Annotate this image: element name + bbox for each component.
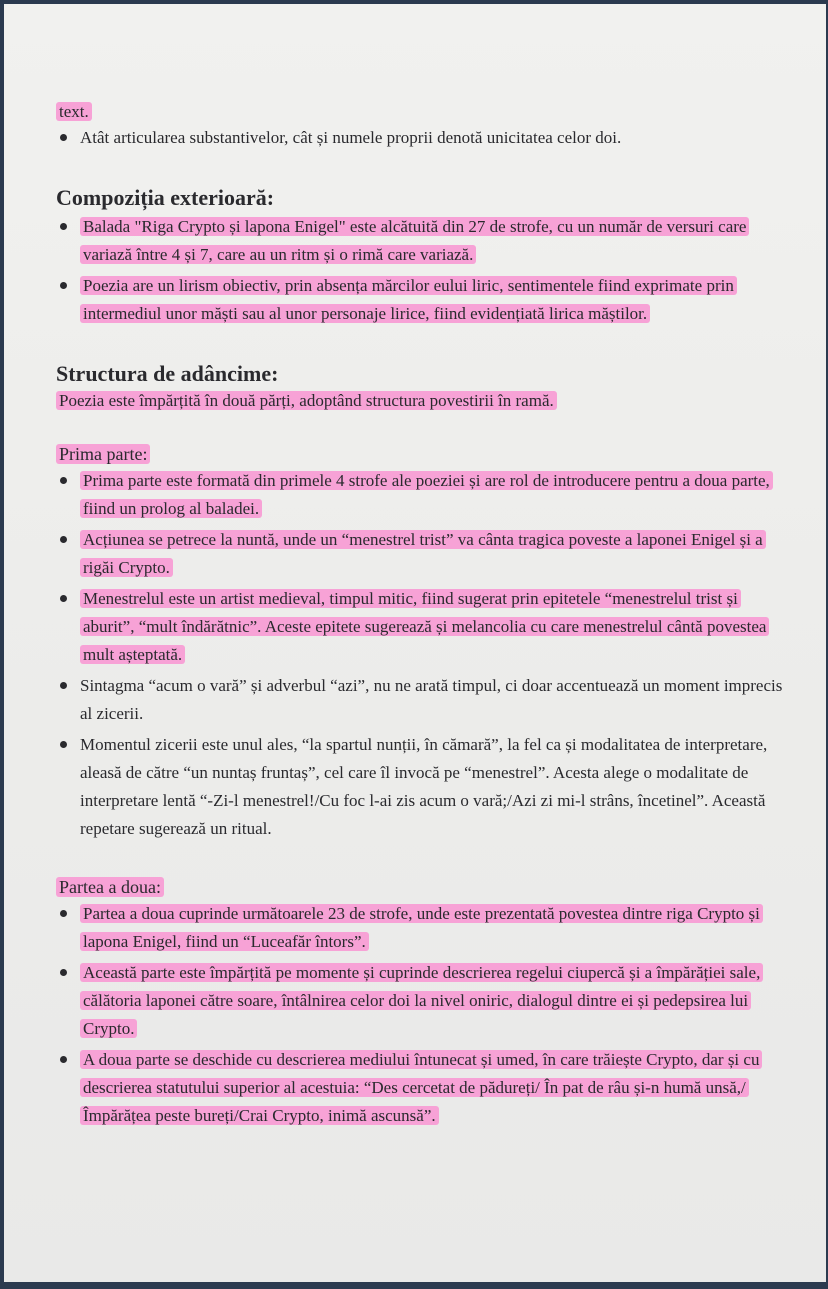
list-item: Partea a doua cuprinde următoarele 23 de strofe, unde este prezentată povestea dintre riga Crypto și lapona Enigel, fiind un “Luceafăr întors”. (56, 900, 786, 956)
subheading-prima-parte: Prima parte: (56, 441, 786, 467)
compozitia-list (56, 213, 786, 328)
list-item: A doua parte se deschide cu descrierea mediului întunecat și umed, în care trăiește Crypto, dar și cu descrierea statutului superior al acestuia: “Des cercetat de pădureți/ În pat de râu și-n humă unsă,/Împărățea peste bureți/Crai Crypto, inimă ascunsă”. (56, 1046, 786, 1130)
list-item: Poezia are un lirism obiectiv, prin absența mărcilor eului liric, sentimentele fiind exprimate prin intermediul unor măști sau al unor personaje lirice, fiind evidențiată lirica măștilor. (56, 272, 786, 328)
adoua-list (56, 900, 786, 1130)
document-content (56, 100, 786, 1133)
list-item: Acțiunea se petrece la nuntă, unde un “menestrel trist” va cânta tragica poveste a laponei Enigel și a rigăi Crypto. (56, 526, 786, 582)
bullet-icon (60, 741, 67, 748)
bullet-icon (60, 282, 67, 289)
structura-intro: Poezia este împărțită în două părți, adoptând structura povestirii în ramă. (56, 389, 786, 413)
top-bullets (56, 124, 786, 152)
bullet-icon (60, 477, 67, 484)
section-heading-compozitia: Compoziția exterioară: (56, 185, 275, 210)
bullet-icon (60, 536, 67, 543)
bullet-icon (60, 1056, 67, 1063)
list-item: Această parte este împărțită pe momente și cuprinde descrierea regelui ciupercă și a împărăției sale, călătoria laponei către soare, întâlnirea celor doi la nivel oniric, dialogul dintre ei și pedepsirea lui Crypto. (56, 959, 786, 1043)
prima-list (56, 467, 786, 843)
section-heading-structura: Structura de adâncime: (56, 361, 279, 386)
list-item: Balada "Riga Crypto și lapona Enigel" este alcătuită din 27 de strofe, cu un număr de versuri care variază între 4 și 7, care au un ritm și o rimă care variază. (56, 213, 786, 269)
bullet-icon (60, 223, 67, 230)
list-item: Prima parte este formată din primele 4 strofe ale poeziei și are rol de introducere pentru a doua parte, fiind un prolog al baladei. (56, 467, 786, 523)
bullet-icon (60, 910, 67, 917)
list-item: Menestrelul este un artist medieval, timpul mitic, fiind sugerat prin epitetele “menestrelul trist și aburit”, “mult îndărătnic”. Aceste epitete sugerează și melancolia cu care menestrelul cântă povestea mult așteptată. (56, 585, 786, 669)
bullet-icon (60, 595, 67, 602)
fragment-text: text. (56, 100, 786, 124)
bullet-icon (60, 969, 67, 976)
subheading-partea-a-doua: Partea a doua: (56, 874, 786, 900)
list-item: Atât articularea substantivelor, cât și numele proprii denotă unicitatea celor doi. (56, 124, 786, 152)
list-item: Sintagma “acum o vară” și adverbul “azi”, nu ne arată timpul, ci doar accentuează un moment imprecis al zicerii. (56, 672, 786, 728)
bullet-icon (60, 134, 67, 141)
list-item: Momentul zicerii este unul ales, “la spartul nunții, în cămară”, la fel ca și modalitatea de interpretare, aleasă de către “un nuntaș fruntaș”, cel care îl invocă pe “menestrel”. Acesta alege o modalitate de interpretare lentă “-Zi-l menestrel!/Cu foc l-ai zis acum o vară;/Azi zi mi-l strâns, încetinel”. Această repetare sugerează un ritual. (56, 731, 786, 843)
paper-page (4, 4, 826, 1282)
bullet-icon (60, 682, 67, 689)
